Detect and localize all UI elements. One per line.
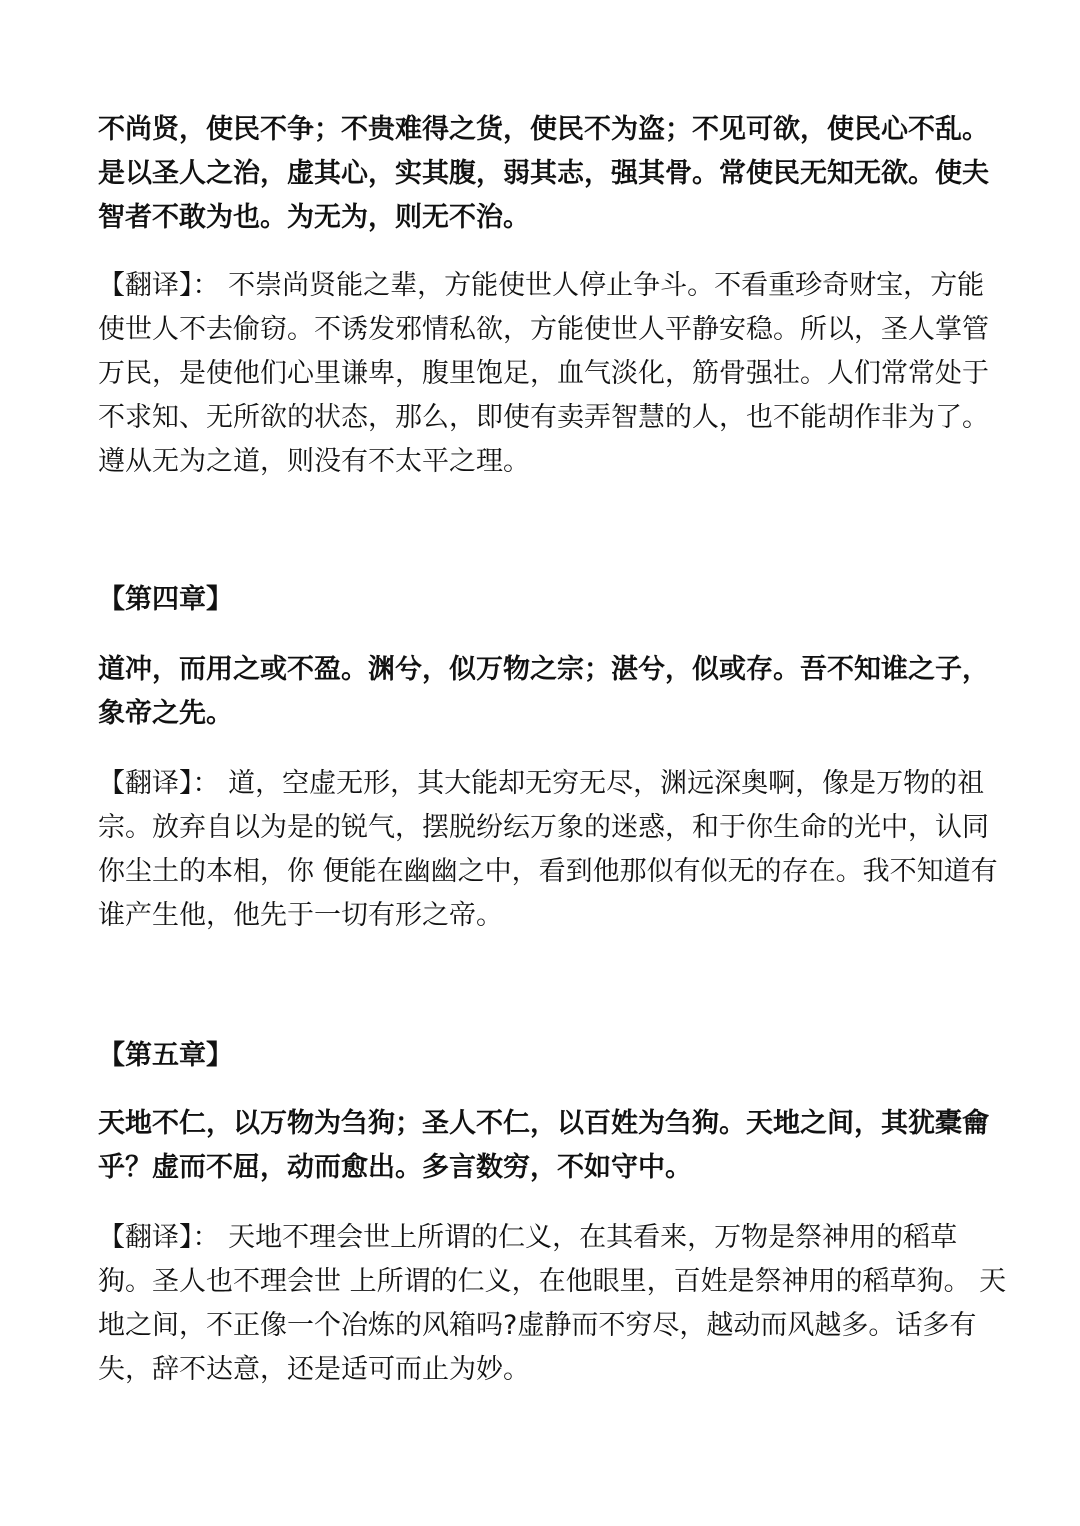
chapter4-translation-label: 【翻译】： (98, 768, 220, 799)
chapter3-translation-text: 不崇尚贤能之辈，方能使世人停止争斗。不看重珍奇财宝，方能使世人不去偷窃。不诱发邪情私欲，方能使世人平静安稳。所以，圣人掌管万民，是使他们心里谦卑，腹里饱足，血气淡化，筋骨强壮。人们常常处于不求知、无所欲的状态，那么，即使有卖弄智慧的人，也不能胡作非为了。遵从无为之道，则没有不太平之理。 (98, 270, 989, 477)
chapter4-translation-text: 道，空虚无形，其大能却无穷无尽，渊远深奥啊，像是万物的祖宗。放弃自以为是的锐气，摆脱纷纭万象的迷惑，和于你生命的光中，认同你尘土的本相，你 便能在幽幽之中，看到他那似有似无的存在。我不知道有谁产生他，他先于一切有形之帝。 (98, 768, 998, 931)
chapter3-translation-label: 【翻译】： (98, 270, 220, 301)
chapter3-translation (98, 264, 1008, 484)
chapter5-original-text: 天地不仁，以万物为刍狗；圣人不仁，以百姓为刍狗。天地之间，其犹橐龠乎？虚而不屈，动而愈出。多言数穷，不如守中。 (98, 1108, 989, 1183)
chapter5-translation-label: 【翻译】： (98, 1222, 220, 1253)
chapter3-original-text: 不尚贤，使民不争；不贵难得之货，使民不为盗；不见可欲，使民心不乱。是以圣人之治，虚其心，实其腹，弱其志，强其骨。常使民无知无欲。使夫智者不敢为也。为无为，则无不治。 (98, 114, 989, 233)
chapter4-heading: 【第四章】 (98, 584, 233, 615)
chapter4-translation (98, 762, 1008, 938)
chapter4-original-text: 道冲，而用之或不盈。渊兮，似万物之宗；湛兮，似或存。吾不知谁之子，象帝之先。 (98, 654, 989, 729)
chapter5-translation-text: 天地不理会世上所谓的仁义，在其看来，万物是祭神用的稻草狗。圣人也不理会世 上所谓的仁义，在他眼里，百姓是祭神用的稻草狗。 天地之间，不正像一个冶炼的风箱吗?虚静而不穷尽，越动而风越多。话多有失，辞不达意，还是适可而止为妙。 (98, 1222, 1007, 1385)
chapter5-translation (98, 1216, 1008, 1392)
chapter5-heading: 【第五章】 (98, 1040, 233, 1071)
